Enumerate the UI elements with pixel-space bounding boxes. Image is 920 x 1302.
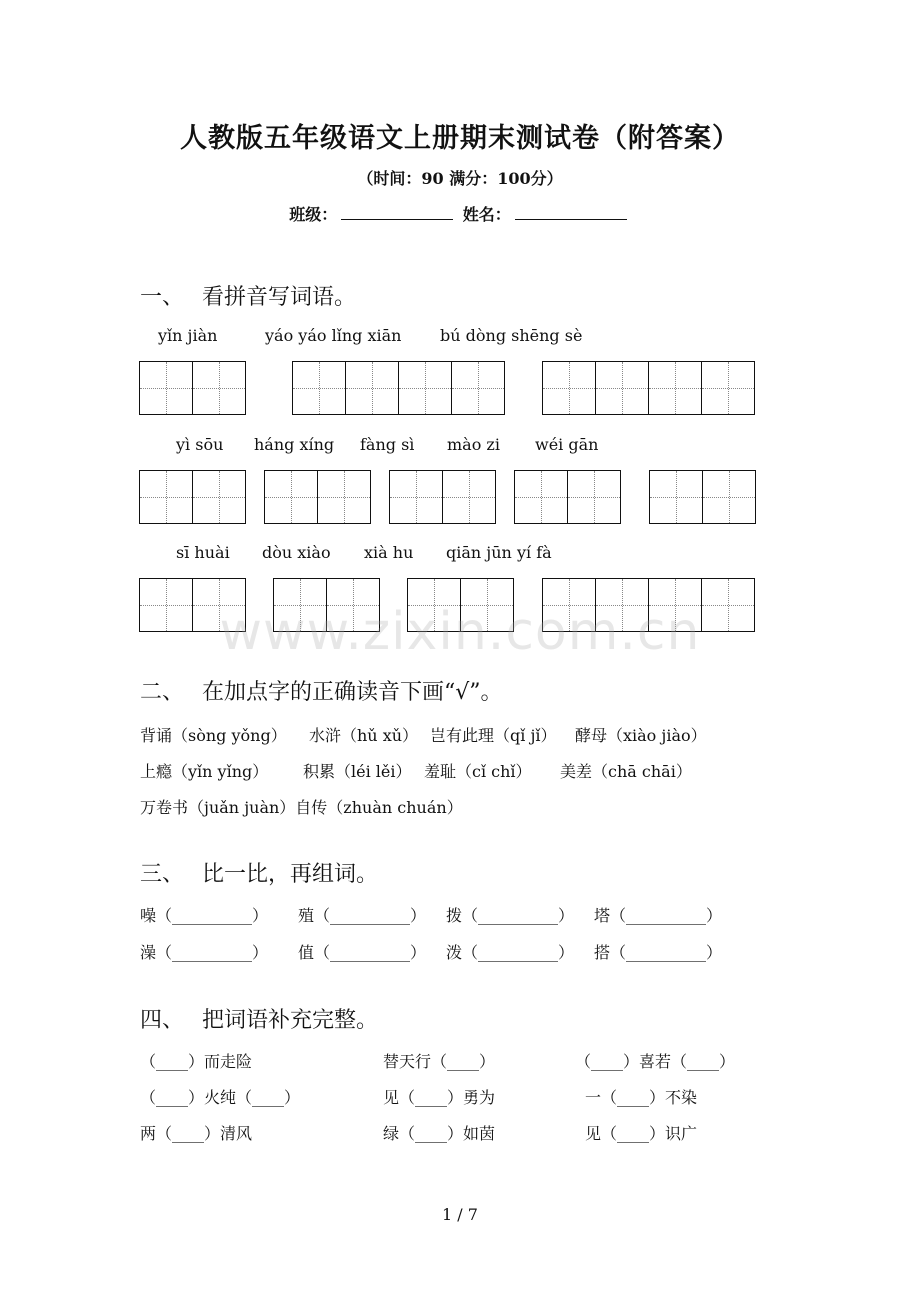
writing-grid[interactable]	[389, 470, 496, 524]
writing-grid[interactable]	[292, 361, 505, 415]
reading-item[interactable]: 酵母（xiào jiào）	[575, 726, 707, 745]
class-blank[interactable]	[341, 203, 453, 220]
grid-cell[interactable]	[140, 362, 193, 414]
pinyin-label: yǐn jiàn	[158, 326, 218, 345]
writing-grid[interactable]	[542, 361, 755, 415]
grid-cell[interactable]	[596, 362, 649, 414]
section2-number: 二、	[140, 680, 185, 705]
pinyin-label: fàng sì	[360, 435, 415, 454]
reading-item[interactable]: 万卷书（juǎn juàn）自传（zhuàn chuán）	[140, 798, 463, 817]
reading-item[interactable]: 积累（léi lěi）	[303, 762, 412, 781]
grid-cell[interactable]	[443, 471, 495, 523]
grid-cell[interactable]	[193, 362, 245, 414]
compare-item[interactable]: 殖（__________）	[298, 906, 427, 925]
name-blank[interactable]	[515, 203, 627, 220]
writing-grid[interactable]	[139, 470, 246, 524]
grid-cell[interactable]	[568, 471, 620, 523]
grid-cell[interactable]	[318, 471, 370, 523]
idiom-item[interactable]: 替天行（____）	[383, 1052, 496, 1071]
grid-cell[interactable]	[515, 471, 568, 523]
writing-grid[interactable]	[649, 470, 756, 524]
grid-cell[interactable]	[543, 362, 596, 414]
grid-cell[interactable]	[140, 471, 193, 523]
student-info-line	[0, 202, 920, 225]
idiom-item[interactable]: 一（____）不染	[585, 1088, 698, 1107]
reading-item[interactable]: 水浒（hǔ xǔ）	[309, 726, 419, 745]
section4-number: 四、	[140, 1008, 185, 1033]
grid-cell[interactable]	[703, 471, 755, 523]
compare-item[interactable]: 值（__________）	[298, 943, 427, 962]
pinyin-label: mào zi	[447, 435, 500, 454]
idiom-item[interactable]: 见（____）勇为	[383, 1088, 496, 1107]
grid-cell[interactable]	[193, 471, 245, 523]
idiom-item[interactable]: （____）喜若（____）	[575, 1052, 736, 1071]
pinyin-label: xià hu	[364, 543, 414, 562]
writing-grid[interactable]	[514, 470, 621, 524]
page-title: 人教版五年级语文上册期末测试卷（附答案）	[180, 123, 740, 154]
writing-grid[interactable]	[264, 470, 371, 524]
grid-cell[interactable]	[293, 362, 346, 414]
grid-cell[interactable]	[702, 362, 754, 414]
reading-item[interactable]: 美差（chā chāi）	[560, 762, 692, 781]
pinyin-label: yáo yáo lǐng xiān	[265, 326, 402, 345]
section3-heading	[140, 857, 378, 888]
reading-item[interactable]: 背诵（sòng yǒng）	[140, 726, 287, 745]
idiom-item[interactable]: 两（____）清风	[140, 1124, 253, 1143]
section2-heading	[140, 675, 503, 706]
pinyin-label: yì sōu	[176, 435, 224, 454]
section3-number: 三、	[140, 862, 185, 887]
section3-title: 比一比，再组词。	[202, 862, 379, 887]
idiom-item[interactable]: （____）而走险	[140, 1052, 253, 1071]
pinyin-label: bú dòng shēng sè	[440, 326, 583, 345]
reading-item[interactable]: 上瘾（yǐn yǐng）	[140, 762, 269, 781]
grid-cell[interactable]	[452, 362, 504, 414]
pinyin-label: dòu xiào	[262, 543, 331, 562]
pinyin-label: wéi gān	[535, 435, 599, 454]
compare-item[interactable]: 噪（__________）	[140, 906, 269, 925]
grid-cell[interactable]	[649, 362, 702, 414]
section2-title: 在加点字的正确读音下画“√”。	[202, 680, 503, 705]
pinyin-label: háng xíng	[254, 435, 335, 454]
idiom-item[interactable]: 绿（____）如茵	[383, 1124, 496, 1143]
reading-item[interactable]: 岂有此理（qǐ jǐ）	[430, 726, 557, 745]
exam-subtitle: （时间：90 满分：100分）	[357, 169, 563, 188]
compare-item[interactable]: 搭（__________）	[594, 943, 723, 962]
page-number: 1 / 7	[442, 1205, 478, 1224]
reading-item[interactable]: 羞耻（cǐ chǐ）	[424, 762, 532, 781]
section4-heading	[140, 1003, 378, 1034]
idiom-item[interactable]: （____）火纯（____）	[140, 1088, 301, 1107]
grid-cell[interactable]	[346, 362, 399, 414]
grid-cell[interactable]	[265, 471, 318, 523]
watermark: www.zixin.com.cn	[219, 602, 701, 662]
grid-cell[interactable]	[390, 471, 443, 523]
grid-cell[interactable]	[650, 471, 703, 523]
section1-title: 看拼音写词语。	[202, 285, 357, 310]
grid-cell[interactable]	[399, 362, 452, 414]
compare-item[interactable]: 塔（__________）	[594, 906, 723, 925]
name-label: 姓名：	[462, 205, 511, 224]
compare-item[interactable]: 澡（__________）	[140, 943, 269, 962]
compare-item[interactable]: 拨（__________）	[446, 906, 575, 925]
pinyin-label: sī huài	[176, 543, 230, 562]
compare-item[interactable]: 泼（__________）	[446, 943, 575, 962]
section1-heading	[140, 280, 356, 311]
writing-grid[interactable]	[139, 361, 246, 415]
section4-title: 把词语补充完整。	[202, 1008, 379, 1033]
pinyin-label: qiān jūn yí fà	[446, 543, 552, 562]
idiom-item[interactable]: 见（____）识广	[585, 1124, 698, 1143]
section1-number: 一、	[140, 285, 185, 310]
class-label: 班级：	[289, 205, 338, 224]
